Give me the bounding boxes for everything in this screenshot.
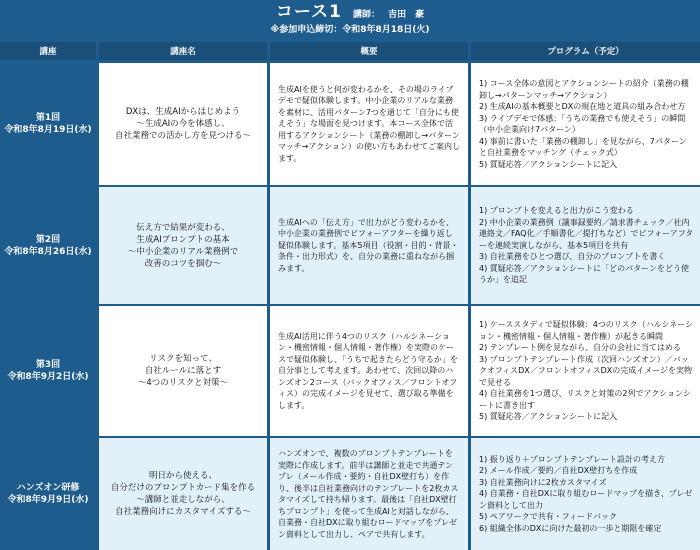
course-name-line: 明日から使える、: [148, 471, 217, 481]
session-date: 令和8年8月26日(水): [4, 246, 92, 257]
program-item: 3) 自社業務向けに2枚カスタマイズ: [479, 477, 607, 487]
overview-cell: [270, 438, 468, 550]
session-cell: [0, 63, 96, 185]
overview-text: 生成AIへの「伝え方」で出力がどう変わるかを、中小企業の業務例でビフォーアフターを繰り返し疑似体験します。基本5項目（役割・目的・背景・条件・出力形式）を、自分の業務に重ねながら掴みます。: [278, 217, 459, 273]
session-date: 令和8年8月19日(水): [4, 125, 92, 135]
course-title: コース1: [275, 2, 342, 22]
program-list: [479, 78, 694, 170]
column-header-name: 講座名: [99, 42, 267, 60]
overview-cell: [270, 63, 468, 185]
course-name-cell: [99, 187, 267, 304]
program-item: 2) 生成AIの基本概要とDXの現在地と道具の組み合わせ方: [479, 102, 686, 111]
session-title: 第3回: [35, 360, 61, 370]
session-title: ハンズオン研修: [16, 483, 80, 493]
table-row: [0, 187, 700, 304]
program-item: 3) プロンプトテンプレート作成（次回ハンズオン）／バックオフィスDX／フロントオフィスDXの完成イメージを実物で見せる: [479, 354, 693, 387]
session-title: 第1回: [35, 113, 61, 123]
column-header-program: プログラム（予定）: [471, 42, 700, 60]
program-item: 1) 振り返り＋プロンプトテンプレート設計の考え方: [479, 454, 666, 464]
program-item: 2) メール作成／要約／自社DX壁打ちを作成: [479, 466, 638, 476]
session-cell: [0, 306, 96, 436]
program-list: [479, 319, 694, 423]
program-cell: [471, 306, 700, 436]
program-item: 4) 質疑応答／アクションシートに「どのパターンをどう使うか」を追記: [479, 263, 689, 285]
application-deadline: ※参加申込締切：令和8年8月18日(火): [270, 25, 430, 35]
session-date: 令和8年9月9日(水): [7, 495, 89, 505]
course-name-line: DXは、生成AIからはじめよう: [125, 107, 241, 117]
course-name-line: 自社業務での活かし方を見つける～: [114, 131, 251, 141]
session-cell: [0, 187, 96, 304]
instructor-label: 講師：: [352, 10, 380, 20]
session-date: 令和8年9月2日(水): [7, 372, 89, 382]
program-item: 1) コース全体の意図とアクションシートの紹介（業務の棚卸し→パターンマッチ→アクション）: [479, 79, 689, 100]
table-row: [0, 438, 700, 550]
program-item: 4) 自業務・自社DXに取り組むロードマップを描き、プレゼン資料として出力: [479, 489, 693, 510]
instructor-name: 吉田 豪: [388, 10, 425, 20]
program-cell: [471, 438, 700, 550]
course-name-line: ～生成AIの今を体感し、: [136, 119, 230, 129]
program-item: 5) 質疑応答／アクションシートに記入: [479, 159, 618, 169]
overview-cell: [270, 187, 468, 304]
program-item: 5) ペアワークで共有・フィードバック: [479, 512, 617, 522]
column-header-overview: 概要: [270, 42, 468, 60]
course-name-line: 伝え方で結果が変わる、: [136, 222, 230, 233]
overview-text: ハンズオンで、複数のプロンプトテンプレートを実際に作成します。前半は講師と並走で共通テンプレ（メール作成・要約・自社DX壁打ち）を作り、後半は自社業務向けのテンプレートを2枚カスタマイズして持ち帰ります。最後は「自社DX壁打ちプロンプト」を使って生成AIと対話しながら、自業務・自社DXに取り組むロードマップをプレゼン資料として出力し、ペアで共有します。: [278, 449, 459, 539]
column-header-session: 講座: [0, 42, 96, 60]
program-item: 3) 自社業務をひとつ選び、自分のプロンプトを書く: [479, 252, 666, 262]
course-name-line: 改善のコツを掴む～: [144, 258, 222, 269]
course-name-cell: [99, 438, 267, 550]
course-name-line: 自社業務向けにカスタマイズする～: [115, 507, 251, 517]
course-name-line: ～講師と並走しながら、: [136, 495, 230, 505]
overview-text: 生成AIを使うと何が変わるかを、その場のライブデモで疑似体験します。中小企業のリアルな業務を素材に、活用パターン7つを通じて「自分にも使えそう」な場面を見つけます。本コース全体で活用するアクションシート（業務の棚卸し→パターンマッチ→アクション）の使い方もあわせてご案内します。: [278, 84, 460, 163]
session-title: 第2回: [35, 234, 61, 245]
program-item: 1) プロンプトを変えると出力がこう変わる: [479, 206, 634, 216]
program-item: 6) 組織全体のDXに向けた最初の一歩と期限を確定: [479, 523, 662, 533]
program-item: 2) 中小企業の業務例（議事録要約／請求書チェック／社内連絡文／FAQ化／手順書化／提打ちなど）でビフォーアフターを連続実演しながら、基本5項目を共有: [479, 217, 694, 250]
course-name-line: 生成AIプロンプトの基本: [136, 234, 230, 245]
course-name-line: ～4つのリスクと対策～: [137, 378, 229, 388]
course-name-line: 自分だけのプロンプトカード集を作る: [110, 483, 256, 493]
program-item: 3) ライブデモで体感：「うちの業務でも使えそう」の瞬間（中小企業向け7パターン）: [479, 113, 686, 134]
overview-cell: [270, 306, 468, 436]
title-line: [0, 2, 700, 25]
program-item: 1) ケーススタディで疑似体験：4つのリスク（ハルシネーション・機密情報・個人情報・著作権）が起きる瞬間: [479, 320, 694, 341]
title-bar: [0, 0, 700, 40]
table-row: [0, 63, 700, 185]
program-list: [479, 205, 694, 286]
program-item: 4) 自社業務を1つ選び、リスクと対策の2列でアクションシートに書き出す: [479, 389, 691, 410]
course-name-line: リスクを知って、: [149, 354, 217, 364]
table-row: [0, 306, 700, 436]
course-name-cell: [99, 306, 267, 436]
course-name-cell: [99, 63, 267, 185]
program-cell: [471, 63, 700, 185]
program-list: [479, 454, 694, 535]
overview-text: 生成AI活用に伴う4つのリスク（ハルシネーション・機密情報・個人情報・著作権）を実際のケースで疑似体験し、「うちで起きたらどう守るか」を自分事として考えます。あわせて、次回以降のハンズオン2コース（バックオフィス／フロントオフィス）の完成イメージを見せて、選び取る準備をします。: [278, 331, 458, 410]
table-header-row: [0, 42, 700, 60]
program-item: 4) 事前に書いた「業務の棚卸し」を見ながら、7パターンと自社業務をマッチング（チェック式）: [479, 136, 687, 157]
course-name-line: 自社ルールに落とす: [144, 366, 222, 376]
program-item: 2) テンプレート例を見ながら、自分の会社に当てはめる: [479, 343, 682, 353]
program-cell: [471, 187, 700, 304]
course-name-line: ～中小企業のリアル業務例で: [127, 246, 239, 257]
session-cell: [0, 438, 96, 550]
program-item: 5) 質疑応答／アクションシートに記入: [479, 412, 618, 422]
